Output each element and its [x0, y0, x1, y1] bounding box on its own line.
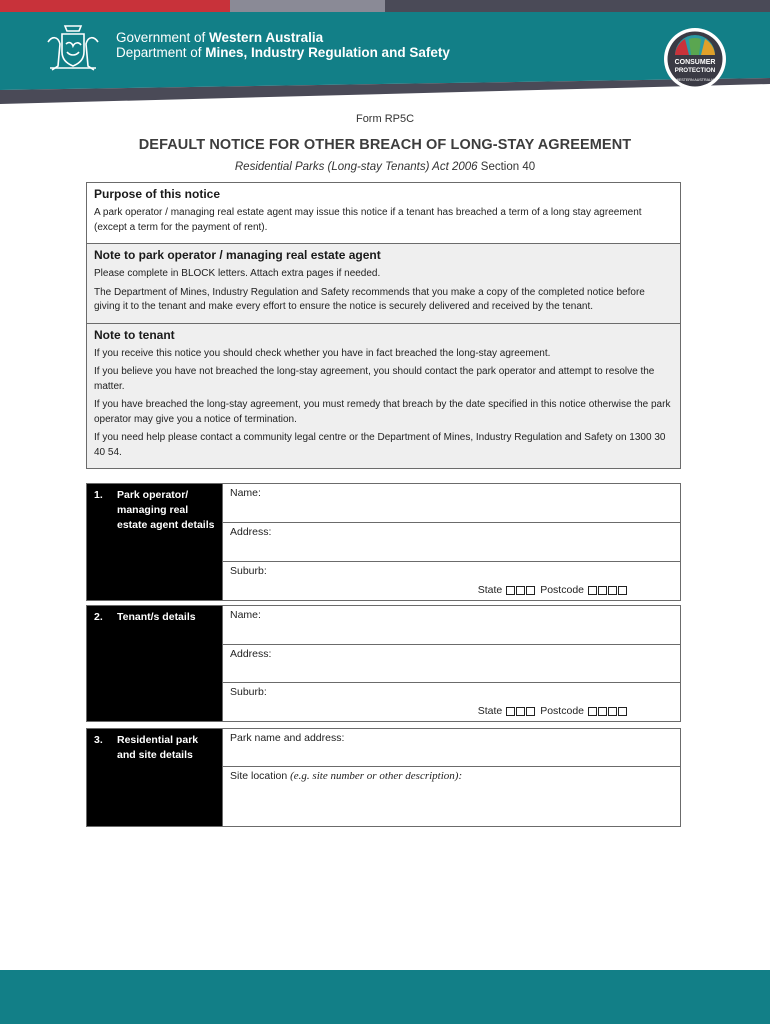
field-hint: (e.g. site number or other description):	[290, 770, 463, 782]
page-header	[0, 0, 770, 110]
tenant-suburb-field[interactable]	[223, 683, 680, 721]
section-title: Tenant/s details	[117, 611, 196, 623]
section-title: Residential park and site details	[117, 734, 199, 761]
tenant-note-text: If you receive this notice you should check whether you have in fact breached the long-stay agreement.	[94, 347, 551, 359]
operator-details-section	[86, 483, 681, 601]
field-label: Address:	[230, 526, 272, 538]
gov-name: Western Australia	[209, 30, 324, 45]
act-reference	[0, 161, 770, 173]
postcode-label: Postcode	[540, 584, 584, 596]
tenant-note-section	[87, 324, 680, 469]
field-label: Address:	[230, 648, 272, 660]
site-location-field[interactable]	[223, 767, 680, 826]
operator-note-heading: Note to park operator / managing real estate agent	[94, 248, 381, 262]
field-label: Suburb:	[230, 686, 267, 698]
field-label: Site location	[230, 770, 291, 782]
dept-prefix: Department of	[116, 45, 206, 60]
operator-name-field[interactable]	[223, 484, 680, 523]
tenant-name-field[interactable]	[223, 606, 680, 645]
state-boxes[interactable]	[506, 707, 535, 716]
field-label: Name:	[230, 487, 261, 499]
operator-note-text: The Department of Mines, Industry Regulation and Safety recommends that you make a copy of the completed notice before giving it to the tenant and make every effort to ensure the notice is securely delivered and received by the tenant.	[94, 286, 645, 312]
section-number: 3.	[94, 734, 103, 746]
consumer-protection-badge	[663, 27, 727, 91]
section-label	[87, 484, 222, 600]
state-postcode-row	[478, 705, 632, 717]
section-label	[87, 606, 222, 721]
postcode-boxes[interactable]	[588, 707, 627, 716]
info-box	[86, 182, 681, 469]
postcode-label: Postcode	[540, 705, 584, 717]
government-title	[116, 30, 450, 60]
act-name: Residential Parks (Long-stay Tenants) Act 2006	[234, 161, 478, 173]
park-details-section	[86, 728, 681, 827]
field-label: Park name and address:	[230, 732, 345, 744]
section-number: 2.	[94, 611, 103, 623]
tenant-details-section	[86, 605, 681, 722]
field-label: Suburb:	[230, 565, 267, 577]
act-section: Section 40	[477, 161, 536, 173]
tenant-note-heading: Note to tenant	[94, 327, 175, 342]
footer-band	[0, 970, 770, 1024]
dept-name: Mines, Industry Regulation and Safety	[205, 45, 450, 60]
page-title: DEFAULT NOTICE FOR OTHER BREACH OF LONG-STAY AGREEMENT	[138, 137, 632, 153]
state-postcode-row	[478, 584, 632, 596]
state-label: State	[477, 705, 503, 717]
purpose-heading: Purpose of this notice	[94, 187, 221, 201]
purpose-text: A park operator / managing real estate agent may issue this notice if a tenant has breached a term of a long stay agreement (except a term for the payment of rent).	[94, 207, 642, 233]
field-label: Name:	[230, 609, 261, 621]
badge-bottom-text: PROTECTION	[674, 67, 716, 74]
park-name-address-field[interactable]	[223, 729, 680, 767]
form-code: Form RP5C	[355, 113, 415, 125]
state-boxes[interactable]	[506, 586, 535, 595]
section-label	[87, 729, 222, 826]
badge-ring-text: WESTERN AUSTRALIA	[675, 78, 715, 82]
state-label: State	[477, 584, 503, 596]
badge-top-text: CONSUMER	[674, 59, 716, 66]
wa-crest-logo	[44, 22, 102, 74]
purpose-section	[87, 183, 680, 244]
section-title: Park operator/ managing real estate agent details	[117, 489, 215, 531]
section-number: 1.	[94, 489, 103, 501]
operator-suburb-field[interactable]	[223, 562, 680, 600]
operator-address-field[interactable]	[223, 523, 680, 562]
operator-note-text: Please complete in BLOCK letters. Attach extra pages if needed.	[94, 268, 381, 279]
tenant-address-field[interactable]	[223, 645, 680, 683]
tenant-note-text: If you have breached the long-stay agreement, you must remedy that breach by the date specified in this notice otherwise the park operator may give you a notice of termination.	[94, 399, 671, 425]
gov-prefix: Government of	[116, 30, 210, 45]
tenant-note-text: If you need help please contact a community legal centre or the Department of Mines, Industry Regulation and Safety on 1300 30 40 54.	[94, 432, 666, 458]
postcode-boxes[interactable]	[588, 586, 627, 595]
operator-note-section	[87, 244, 680, 324]
tenant-note-text: If you believe you have not breached the long-stay agreement, you should contact the park operator and attempt to resolve the matter.	[94, 366, 655, 392]
